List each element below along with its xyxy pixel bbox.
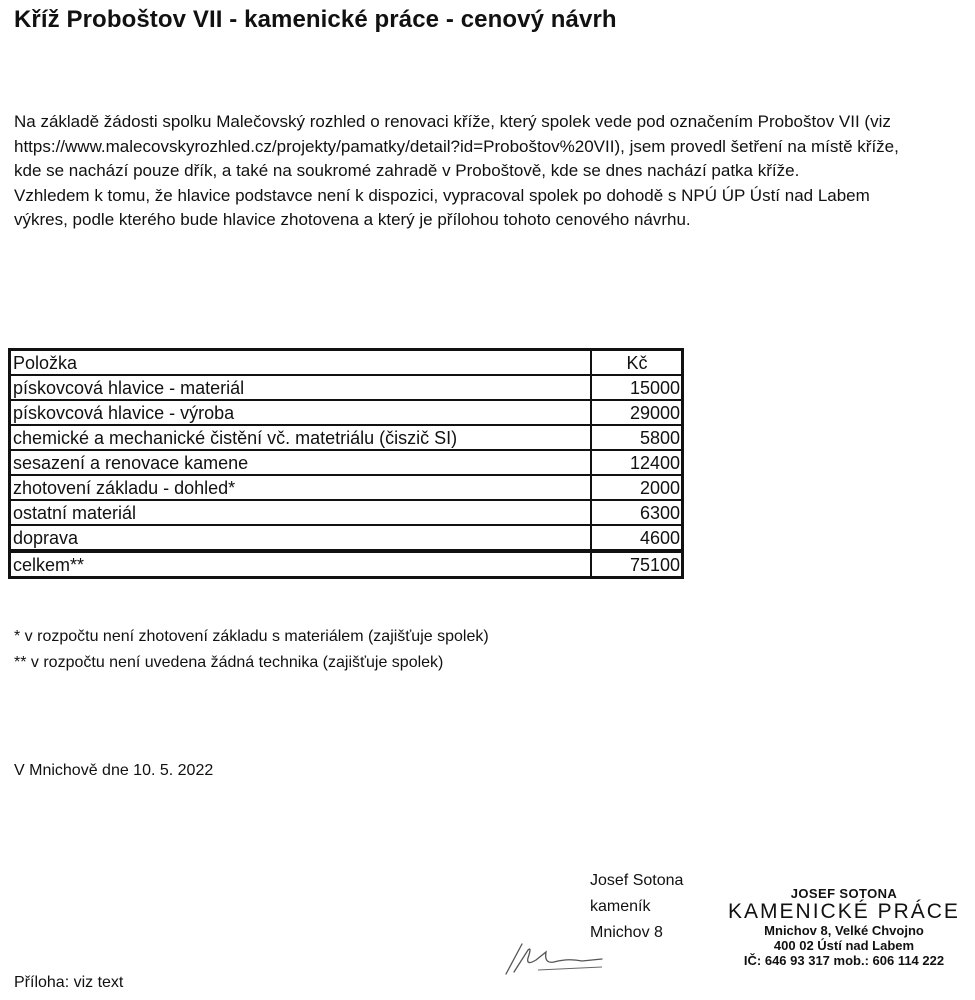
stamp-line-3: Mnichov 8, Velké Chvojno — [764, 923, 924, 938]
signer-town: Mnichov 8 — [590, 924, 663, 941]
intro-paragraph-2: Vzhledem k tomu, že hlavice podstavce není k dispozici, vypracoval spolek po dohodě s NPÚ ÚP Ústí nad Labem výkres, podle kterého bude hlavice zhotovena a který je přílohou tohoto cenového návrhu. — [14, 185, 870, 229]
table-cell-item: pískovcová hlavice - materiál — [10, 375, 592, 400]
table-header-row — [10, 350, 683, 376]
table-cell-item: chemické a mechanické čistění vč. matetriálu (čiszič SI) — [10, 425, 592, 450]
stamp-line-4: 400 02 Ústí nad Labem — [773, 938, 915, 953]
table-cell-price: 15000 — [591, 375, 683, 400]
handwritten-signature — [498, 934, 618, 978]
table-header-price: Kč — [591, 350, 683, 376]
stamp-line-2: KAMENICKÉ PRÁCE — [728, 900, 960, 923]
signer-name: Josef Sotona — [590, 872, 684, 889]
signer-role: kameník — [590, 898, 651, 915]
table-total-price: 75100 — [591, 551, 683, 578]
place-date: V Mnichově dne 10. 5. 2022 — [14, 762, 214, 779]
table-row — [10, 400, 683, 425]
table-row — [10, 450, 683, 475]
table-cell-item: pískovcová hlavice - výroba — [10, 400, 592, 425]
table-cell-price: 29000 — [591, 400, 683, 425]
stamp-line-1: JOSEF SOTONA — [790, 886, 898, 901]
table-row — [10, 500, 683, 525]
table-cell-item: zhotovení základu - dohled* — [10, 475, 592, 500]
stamp-line-5: IČ: 646 93 317 mob.: 606 114 222 — [743, 953, 945, 968]
intro-paragraph-1: Na základě žádosti spolku Malečovský rozhled o renovaci kříže, který spolek vede pod označením Proboštov VII (viz https://www.malecovskyrozhled.cz/projekty/pamatky/detail?id=Proboštov%20VII), jsem provedl šetření na místě kříže, kde se nachází pouze dřík, a také na soukromé zahradě v Proboštově, kde se dnes nachází patka kříže. — [14, 112, 899, 180]
intro-text — [14, 110, 914, 233]
footnotes — [14, 624, 489, 676]
table-total-label: celkem** — [10, 551, 592, 578]
table-row — [10, 475, 683, 500]
table-cell-price: 2000 — [591, 475, 683, 500]
table-row — [10, 425, 683, 450]
table-cell-item: sesazení a renovace kamene — [10, 450, 592, 475]
table-cell-item: doprava — [10, 525, 592, 551]
company-stamp — [716, 886, 972, 968]
footnote-1: * v rozpočtu není zhotovení základu s materiálem (zajišťuje spolek) — [14, 628, 489, 645]
table-cell-item: ostatní materiál — [10, 500, 592, 525]
price-table — [8, 348, 684, 579]
table-row — [10, 525, 683, 551]
attachment-note: Příloha: viz text — [14, 974, 124, 991]
table-cell-price: 5800 — [591, 425, 683, 450]
footnote-2: ** v rozpočtu není uvedena žádná technika (zajišťuje spolek) — [14, 654, 444, 671]
table-cell-price: 4600 — [591, 525, 683, 551]
document-title: Kříž Proboštov VII - kamenické práce - cenový návrh — [14, 6, 617, 33]
table-total-row — [10, 551, 683, 578]
table-cell-price: 6300 — [591, 500, 683, 525]
table-cell-price: 12400 — [591, 450, 683, 475]
table-row — [10, 375, 683, 400]
table-header-item: Položka — [10, 350, 592, 376]
